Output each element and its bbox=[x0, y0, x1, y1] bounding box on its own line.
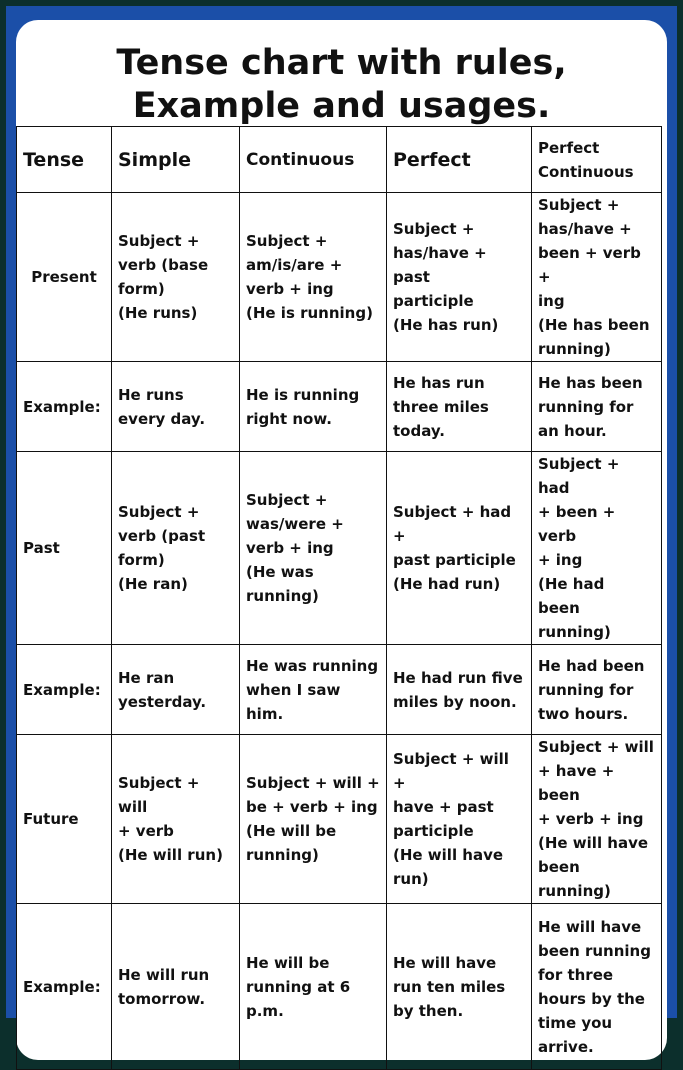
table-cell: Subject + will + verb (He will run) bbox=[112, 735, 240, 904]
header-simple: Simple bbox=[112, 127, 240, 193]
page-title bbox=[16, 42, 667, 128]
table-cell: Subject + verb (base form) (He runs) bbox=[112, 193, 240, 362]
table-header-row bbox=[17, 127, 662, 193]
table-cell: He had been running for two hours. bbox=[532, 645, 662, 735]
header-perfect: Perfect bbox=[387, 127, 532, 193]
table-cell: Subject + will + be + verb + ing (He will be running) bbox=[240, 735, 387, 904]
tense-table bbox=[16, 126, 662, 1070]
table-row bbox=[17, 735, 662, 904]
table-cell: He had run five miles by noon. bbox=[387, 645, 532, 735]
table-row bbox=[17, 362, 662, 452]
table-cell: He was running when I saw him. bbox=[240, 645, 387, 735]
table-row bbox=[17, 452, 662, 645]
table-cell: Subject + will + have + past participle (He will have run) bbox=[387, 735, 532, 904]
header-continuous: Continuous bbox=[240, 127, 387, 193]
table-cell: Subject + am/is/are + verb + ing (He is running) bbox=[240, 193, 387, 362]
table-row bbox=[17, 904, 662, 1070]
row-label: Present bbox=[17, 193, 112, 362]
row-label: Example: bbox=[17, 904, 112, 1070]
row-label: Past bbox=[17, 452, 112, 645]
table-cell: He ran yesterday. bbox=[112, 645, 240, 735]
table-cell: He will have been running for three hours by the time you arrive. bbox=[532, 904, 662, 1070]
row-label: Future bbox=[17, 735, 112, 904]
row-label: Example: bbox=[17, 645, 112, 735]
header-tense: Tense bbox=[17, 127, 112, 193]
table-cell: He will be running at 6 p.m. bbox=[240, 904, 387, 1070]
table-cell: He will run tomorrow. bbox=[112, 904, 240, 1070]
table-cell: Subject + will + have + been + verb + ing (He will have been running) bbox=[532, 735, 662, 904]
table-cell: Subject + has/have + past participle (He has run) bbox=[387, 193, 532, 362]
table-cell: He runs every day. bbox=[112, 362, 240, 452]
table-cell: Subject + had + been + verb + ing (He had been running) bbox=[532, 452, 662, 645]
chart-card bbox=[16, 20, 667, 1060]
table-cell: He has been running for an hour. bbox=[532, 362, 662, 452]
table-cell: He is running right now. bbox=[240, 362, 387, 452]
table-cell: He will have run ten miles by then. bbox=[387, 904, 532, 1070]
table-cell: Subject + has/have + been + verb + ing (He has been running) bbox=[532, 193, 662, 362]
page-frame bbox=[6, 6, 677, 1056]
table-cell: Subject + had + past participle (He had run) bbox=[387, 452, 532, 645]
row-label: Example: bbox=[17, 362, 112, 452]
table-row bbox=[17, 645, 662, 735]
table-row bbox=[17, 193, 662, 362]
table-cell: He has run three miles today. bbox=[387, 362, 532, 452]
header-perfect-continuous: Perfect Continuous bbox=[532, 127, 662, 193]
table-cell: Subject + was/were + verb + ing (He was running) bbox=[240, 452, 387, 645]
title-line-2: Example and usages. bbox=[132, 86, 551, 126]
title-line-1: Tense chart with rules, bbox=[116, 43, 567, 83]
table-cell: Subject + verb (past form) (He ran) bbox=[112, 452, 240, 645]
